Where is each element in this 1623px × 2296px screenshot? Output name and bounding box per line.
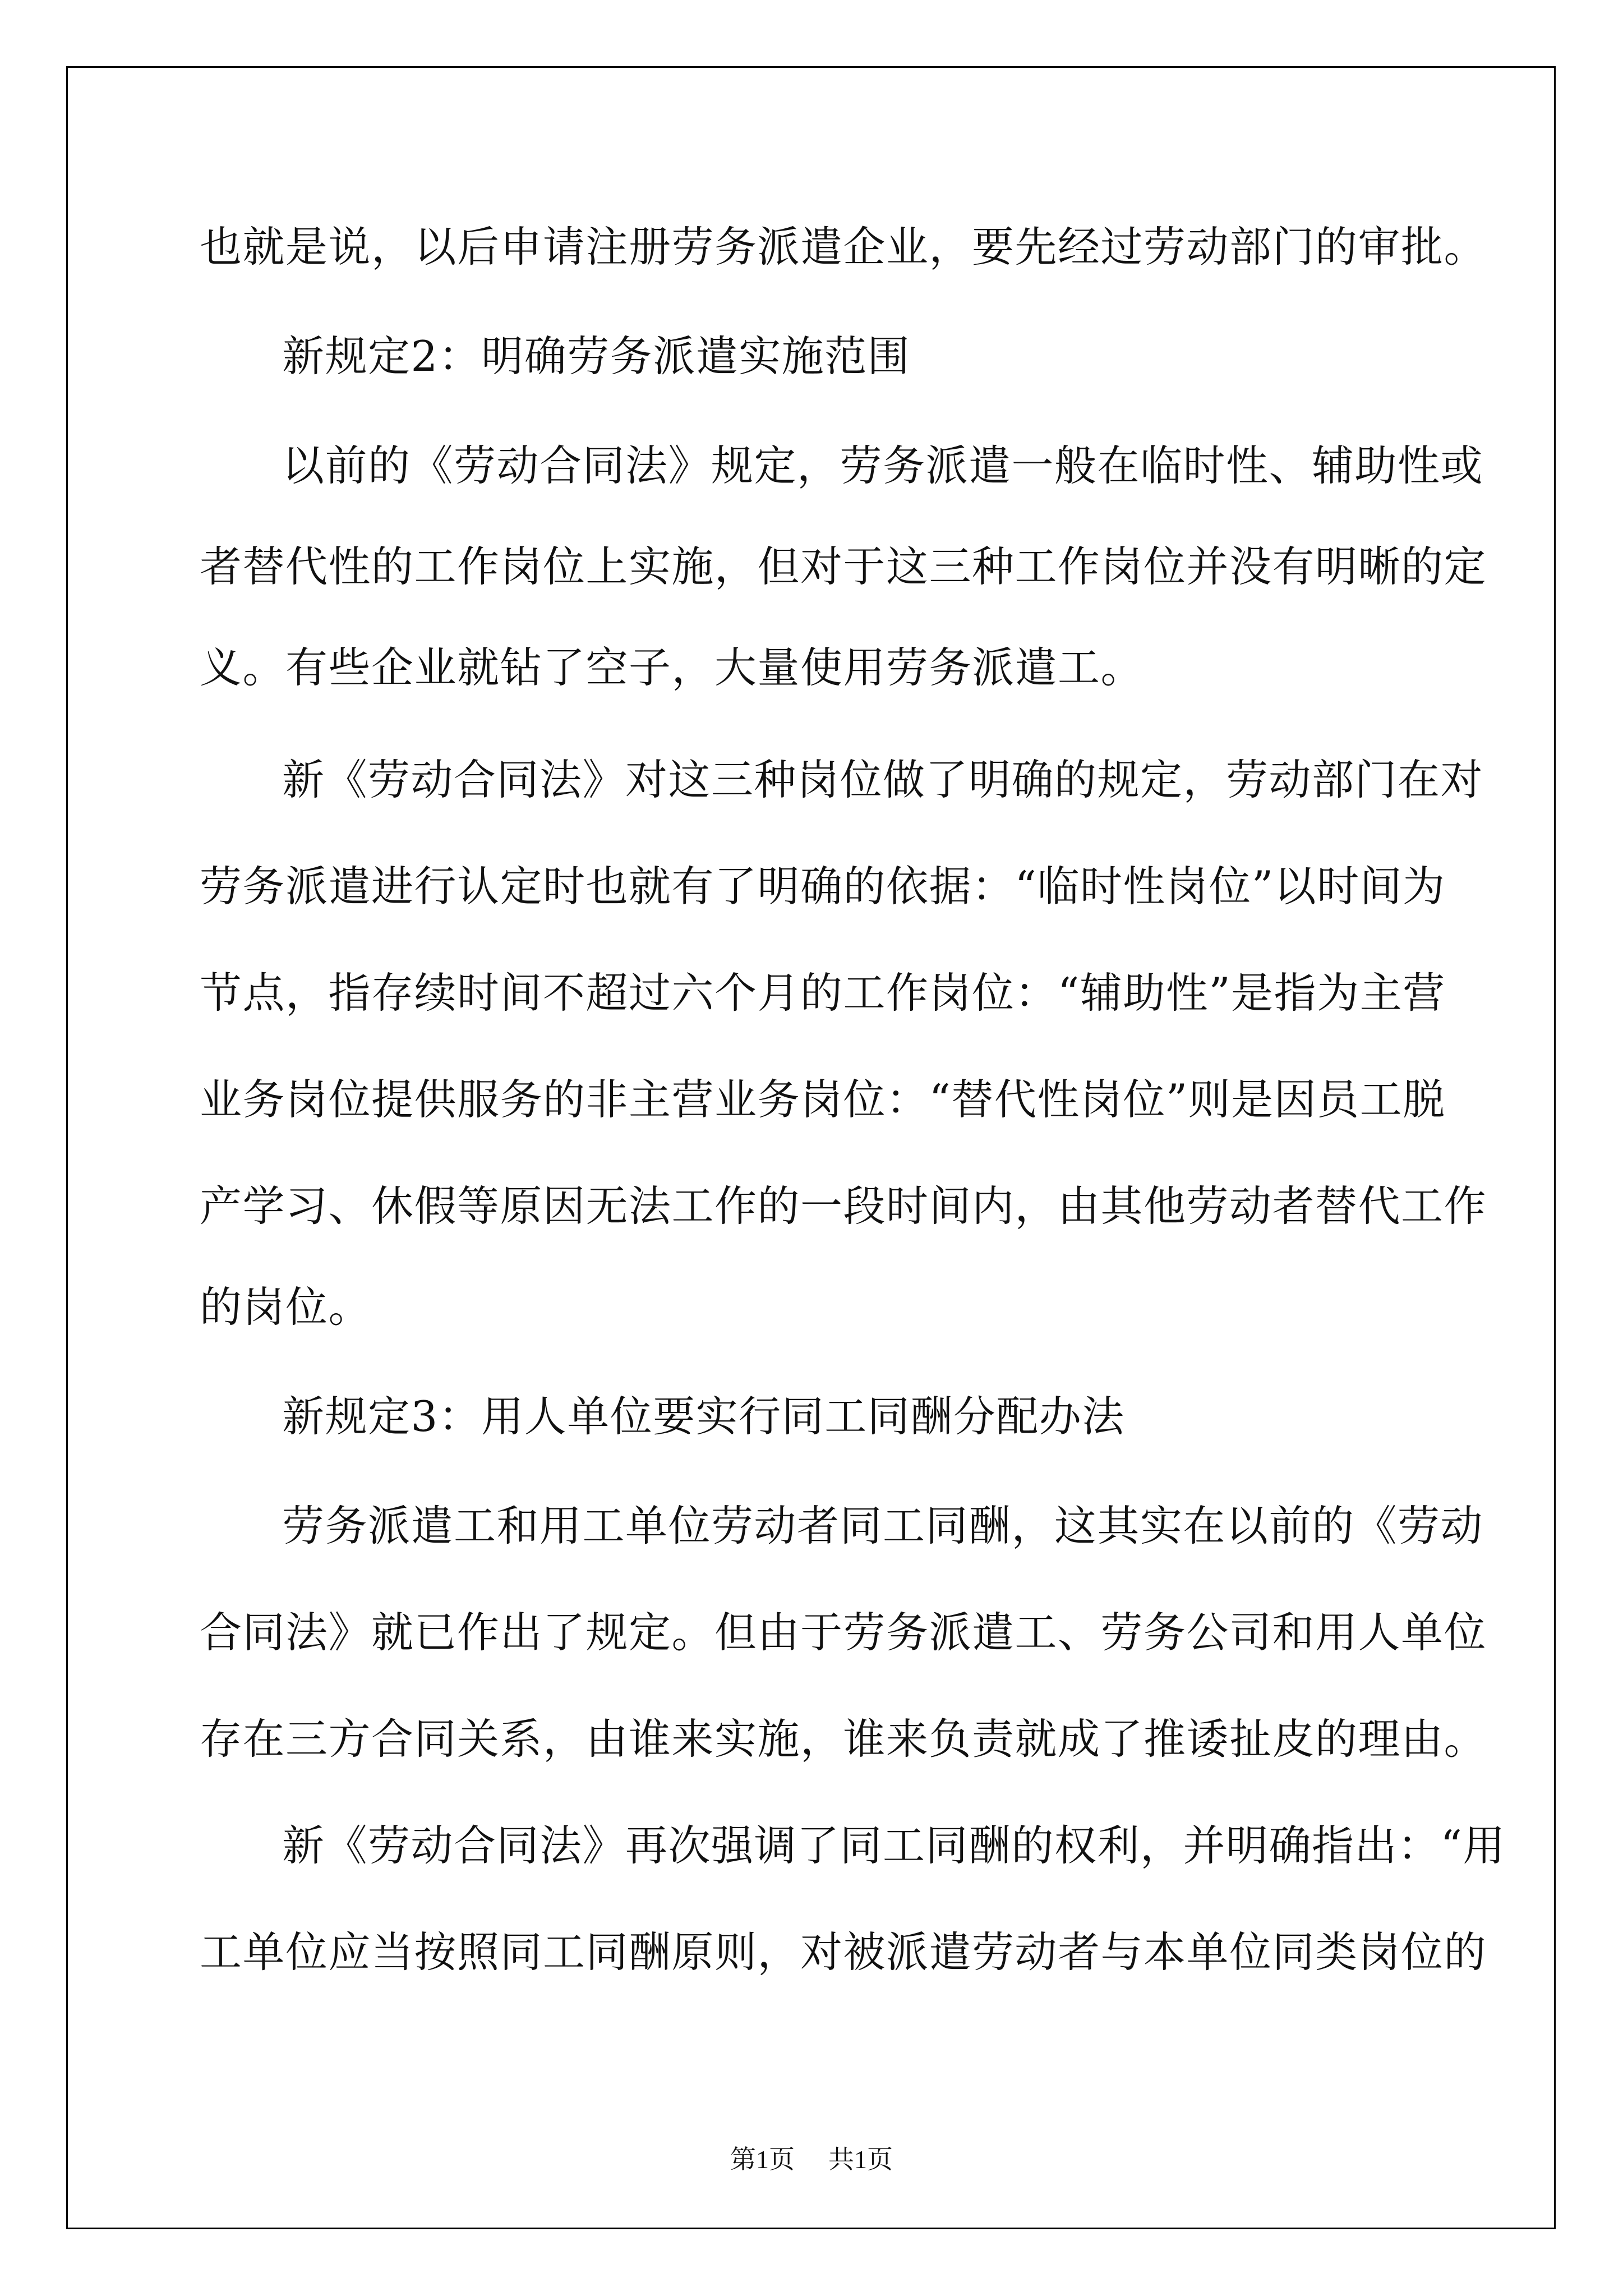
text-line: 存在三方合同关系，由谁来实施，谁来负责就成了推诿扯皮的理由。 — [200, 1714, 1487, 1764]
text-line: 劳务派遣工和用工单位劳动者同工同酬，这其实在以前的《劳动 — [282, 1501, 1484, 1550]
text-line: 新《劳动合同法》对这三种岗位做了明确的规定，劳动部门在对 — [282, 755, 1484, 804]
text-line: 也就是说，以后申请注册劳务派遣企业，要先经过劳动部门的审批。 — [200, 222, 1487, 272]
text-line: 工单位应当按照同工同酬原则，对被派遣劳动者与本单位同类岗位的 — [200, 1927, 1487, 1977]
text-line: 劳务派遣进行认定时也就有了明确的依据：“临时性岗位”以时间为 — [200, 862, 1446, 911]
text-line: 新《劳动合同法》再次强调了同工同酬的权利，并明确指出：“用 — [282, 1821, 1506, 1870]
text-line: 以前的《劳动合同法》规定，劳务派遣一般在临时性、辅助性或 — [282, 441, 1484, 490]
section-heading: 新规定2：明确劳务派遣实施范围 — [282, 332, 911, 381]
page-footer — [0, 2143, 1623, 2177]
text-line: 节点，指存续时间不超过六个月的工作岗位：“辅助性”是指为主营 — [200, 968, 1446, 1018]
section-heading: 新规定3：用人单位要实行同工同酬分配办法 — [282, 1392, 1125, 1441]
text-line: 义。有些企业就钻了空子，大量使用劳务派遣工。 — [200, 643, 1144, 692]
text-line: 的岗位。 — [200, 1282, 372, 1332]
text-line: 业务岗位提供服务的非主营业务岗位：“替代性岗位”则是因员工脱 — [200, 1075, 1446, 1124]
page-total: 共1页 — [828, 2145, 893, 2174]
page-border — [66, 66, 1556, 2229]
text-line: 产学习、休假等原因无法工作的一段时间内，由其他劳动者替代工作 — [200, 1181, 1487, 1231]
page-number: 第1页 — [730, 2145, 795, 2174]
text-line: 合同法》就已作出了规定。但由于劳务派遣工、劳务公司和用人单位 — [200, 1608, 1487, 1657]
text-line: 者替代性的工作岗位上实施，但对于这三种工作岗位并没有明晰的定 — [200, 542, 1487, 591]
